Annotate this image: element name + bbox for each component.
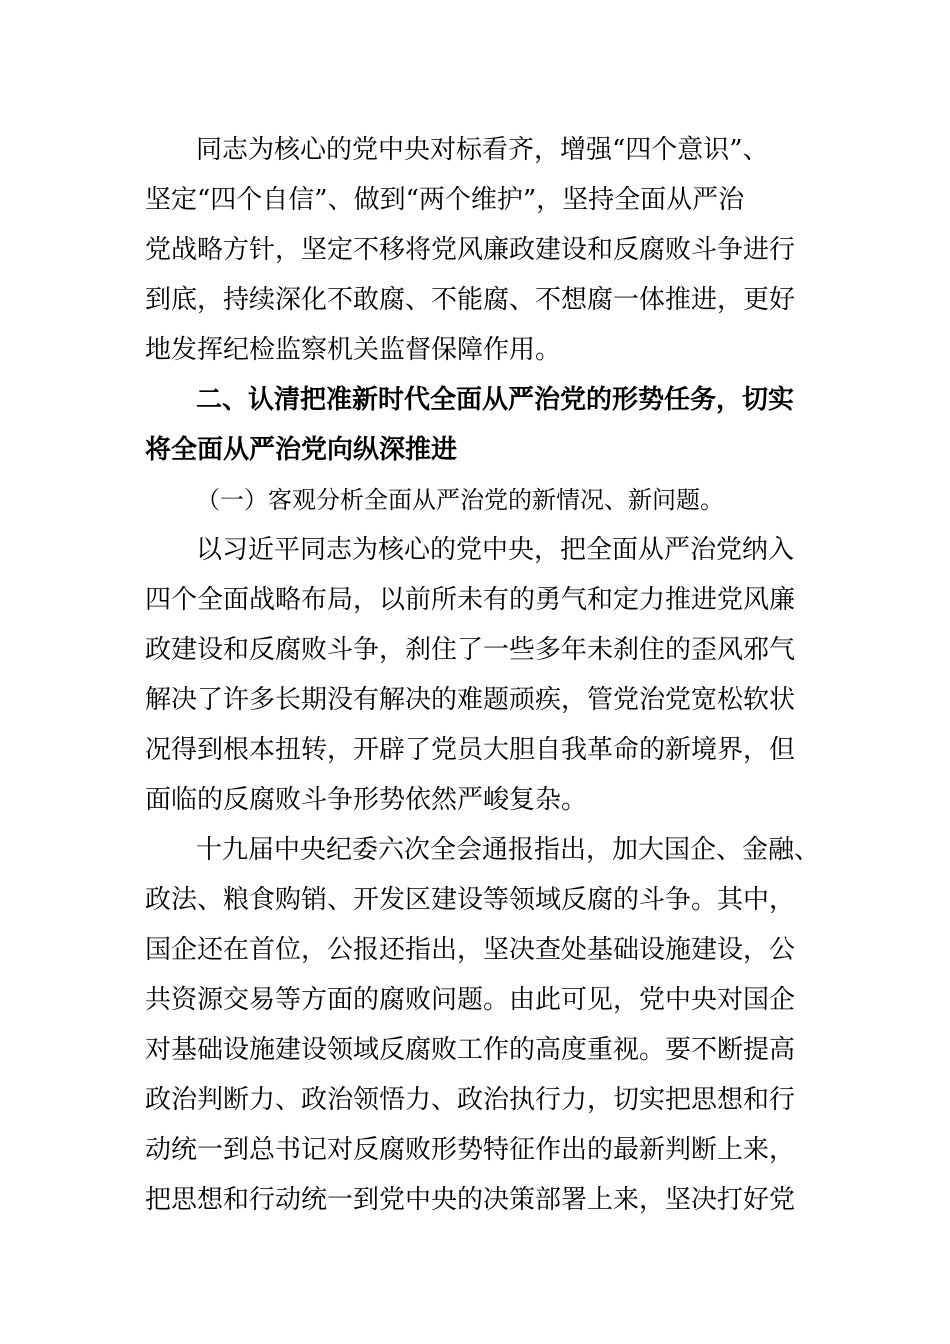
body-text-line: 到底，持续深化不敢腐、不能腐、不想腐一体推进，更好 — [145, 285, 796, 315]
body-text-line: 国企还在首位，公报还指出，坚决查处基础设施建设，公 — [145, 935, 796, 965]
body-text-line: 同志为核心的党中央对标看齐，增强“四个意识”、 — [196, 135, 769, 165]
body-text-line: 四个全面战略布局，以前所未有的勇气和定力推进党风廉 — [145, 585, 796, 615]
body-text-line: 对基础设施建设领域反腐败工作的高度重视。要不断提高 — [145, 1035, 796, 1065]
subsection-heading: （一）客观分析全面从严治党的新情况、新问题。 — [196, 486, 724, 514]
body-text-line: 党战略方针，坚定不移将党风廉政建设和反腐败斗争进行 — [145, 235, 796, 265]
body-text-line: 以习近平同志为核心的党中央，把全面从严治党纳入 — [196, 535, 795, 565]
section-heading: 二、认清把准新时代全面从严治党的形势任务，切实 — [196, 385, 795, 415]
body-text-line: 动统一到总书记对反腐败形势特征作出的最新判断上来， — [145, 1135, 796, 1165]
body-text-line: 解决了许多长期没有解决的难题顽疾，管党治党宽松软状 — [145, 685, 796, 715]
body-text-line: 政建设和反腐败斗争，刹住了一些多年未刹住的歪风邪气 — [145, 635, 796, 665]
body-text-line: 共资源交易等方面的腐败问题。由此可见，党中央对国企 — [145, 985, 796, 1015]
body-text-line: 地发挥纪检监察机关监督保障作用。 — [145, 335, 562, 365]
body-text-line: 把思想和行动统一到党中央的决策部署上来，坚决打好党 — [145, 1185, 796, 1215]
body-text-line: 坚定“四个自信”、做到“两个维护”，坚持全面从严治 — [145, 185, 745, 215]
body-text-line: 政法、粮食购销、开发区建设等领域反腐的斗争。其中， — [145, 885, 796, 915]
section-heading: 将全面从严治党向纵深推进 — [145, 435, 458, 465]
body-text-line: 十九届中央纪委六次全会通报指出，加大国企、金融、 — [196, 835, 821, 865]
body-text-line: 政治判断力、政治领悟力、政治执行力，切实把思想和行 — [145, 1085, 796, 1115]
body-text-line: 面临的反腐败斗争形势依然严峻复杂。 — [145, 785, 588, 815]
body-text-line: 况得到根本扭转，开辟了党员大胆自我革命的新境界，但 — [145, 735, 796, 765]
